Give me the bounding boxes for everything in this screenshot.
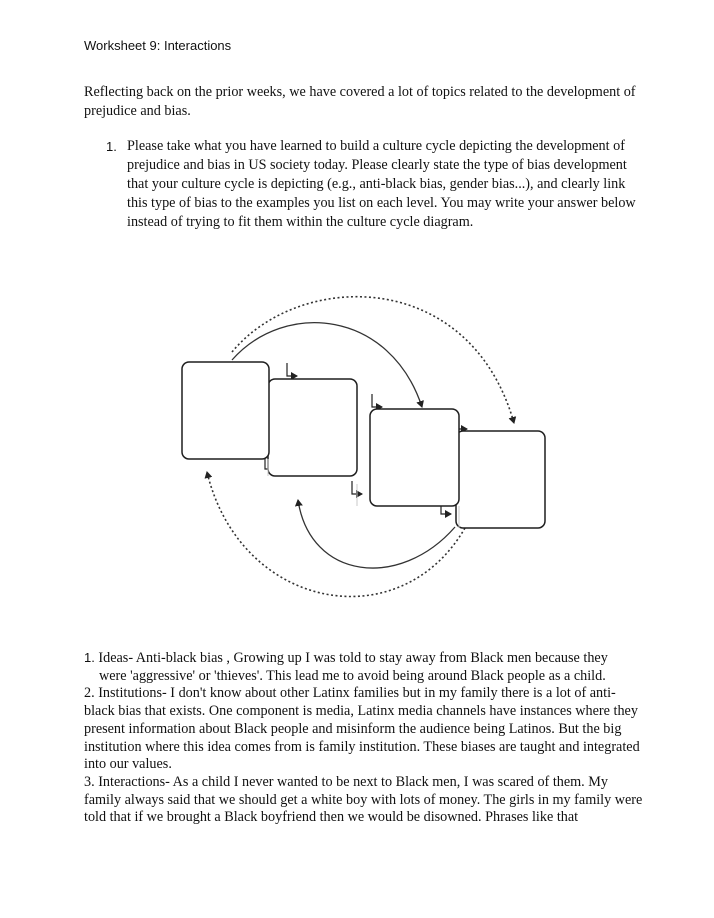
answer-1 xyxy=(84,649,644,685)
level-box-1 xyxy=(182,362,269,459)
level-box-3 xyxy=(370,409,459,506)
intro-paragraph: Reflecting back on the prior weeks, we have covered a lot of topics related to the development of prejudice and bias. xyxy=(84,84,636,119)
level-box-4 xyxy=(456,431,545,528)
question-number: 1. xyxy=(106,139,117,154)
question-1 xyxy=(106,137,646,232)
step-arrow-1 xyxy=(287,363,297,376)
answer-3: 3. Interactions- As a child I never wanted to be next to Black men, I was scared of them. My family always said that we should get a white boy with lots of money. The girls in my family were told that if we brought a Black boyfriend then we would be disowned. Phrases like that xyxy=(84,773,643,826)
level-box-2 xyxy=(268,379,357,476)
inner-arc-bottom xyxy=(298,500,455,568)
answers-section xyxy=(84,649,644,827)
answer-1-line-1: Ideas- Anti-black bias , Growing up I was told to stay away from Black men because they xyxy=(94,650,608,666)
step-arrow-2 xyxy=(372,394,382,407)
answer-1-line-2: were 'aggressive' or 'thieves'. This lead me to avoid being around Black people as a child. xyxy=(99,667,606,684)
question-text: Please take what you have learned to build a culture cycle depicting the development of prejudice and bias in US society today. Please clearly state the type of bias development that your culture cycle is depicting (e.g., anti-black bias, gender bias...), and clearly link this type of bias to the examples you list on each level. You may write your answer below instead of trying to fit them within the culture cycle diagram. xyxy=(127,138,636,230)
answer-2: 2. Institutions- I don't know about other Latinx families but in my family there is a lot of anti-black bias that exists. One component is media, Latinx media channels have instances where they present information about Black people and misinform the audience being Latinos. But the big institution where this idea comes from is family institution. These biases are taught and integrated into our values. xyxy=(84,685,640,773)
culture-cycle-diagram xyxy=(0,285,714,625)
answer-1-number: 1. xyxy=(84,650,95,665)
worksheet-title: Worksheet 9: Interactions xyxy=(84,38,232,53)
